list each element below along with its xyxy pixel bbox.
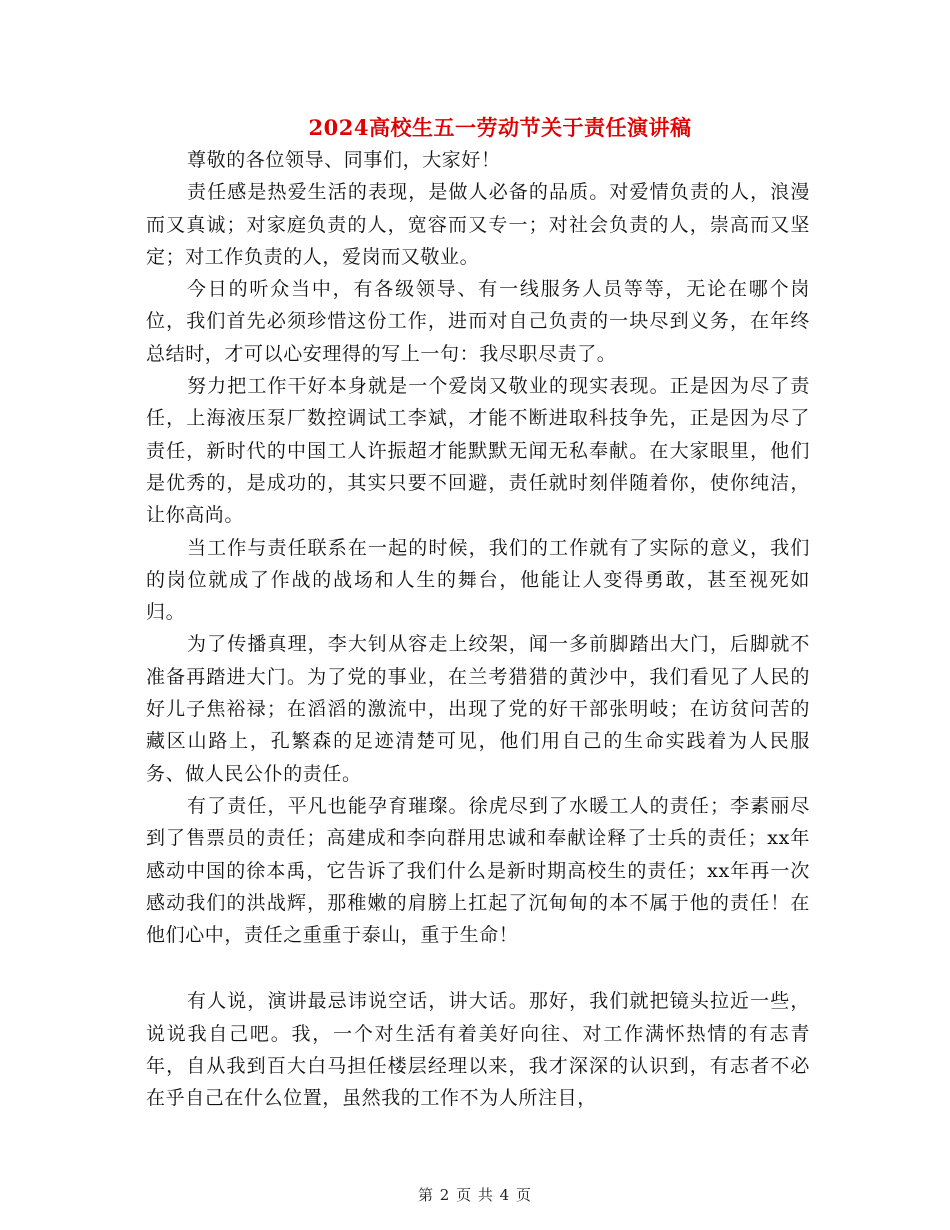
paragraph: 有人说，演讲最忌讳说空话，讲大话。那好，我们就把镜头拉近一些，说说我自己吧。我，一个对生活有着美好向往、对工作满怀热情的有志青年，自从我到百大白马担任楼层经理以来，我才深深的认识到，有志者不必在乎自己在什么位置，虽然我的工作不为人所注目，: [146, 990, 810, 1110]
paragraph-greeting: 尊敬的各位领导、同事们，大家好！: [187, 149, 501, 171]
paragraph-spacer: [146, 951, 810, 985]
document-body: [146, 144, 810, 1115]
document-title: 2024高校生五一劳动节关于责任演讲稿: [308, 115, 692, 140]
paragraph: 当工作与责任联系在一起的时候，我们的工作就有了实际的意义，我们的岗位就成了作战的战场和人生的舞台，他能让人变得勇敢，甚至视死如归。: [146, 536, 810, 624]
paragraph: 责任感是热爱生活的表现，是做人必备的品质。对爱情负责的人，浪漫而又真诚；对家庭负责的人，宽容而又专一；对社会负责的人，崇高而又坚定；对工作负责的人，爱岗而又敬业。: [146, 181, 810, 268]
paragraph: 有了责任，平凡也能孕育璀璨。徐虎尽到了水暖工人的责任；李素丽尽到了售票员的责任；高建成和李向群用忠诚和奉献诠释了士兵的责任；xx年感动中国的徐本禹，它告诉了我们什么是新时期高校生的责任；xx年再一次感动我们的洪战辉，那稚嫩的肩膀上扛起了沉甸甸的本不属于他的责任！在他们心中，责任之重重于泰山，重于生命！: [146, 794, 810, 947]
paragraph: 今日的听众当中，有各级领导、有一线服务人员等等，无论在哪个岗位，我们首先必须珍惜这份工作，进而对自己负责的一块尽到义务，在年终总结时，才可以心安理得的写上一句：我尽职尽责了。: [146, 278, 810, 365]
paragraph: 为了传播真理，李大钊从容走上绞架，闻一多前脚踏出大门，后脚就不准备再踏进大门。为了党的事业，在兰考猎猎的黄沙中，我们看见了人民的好儿子焦裕禄；在滔滔的激流中，出现了党的好干部张明岐；在访贫问苦的藏区山路上，孔繁森的足迹清楚可见，他们用自己的生命实践着为人民服务、做人民公仆的责任。: [146, 633, 810, 785]
page-number-footer: 第 2 页 共 4 页: [418, 1186, 532, 1204]
paragraph: 努力把工作干好本身就是一个爱岗又敬业的现实表现。正是因为尽了责任，上海液压泵厂数控调试工李斌，才能不断进取科技争先，正是因为尽了责任，新时代的中国工人许振超才能默默无闻无私奉献。在大家眼里，他们是优秀的，是成功的，其实只要不回避，责任就时刻伴随着你，使你纯洁，让你高尚。: [146, 375, 810, 527]
